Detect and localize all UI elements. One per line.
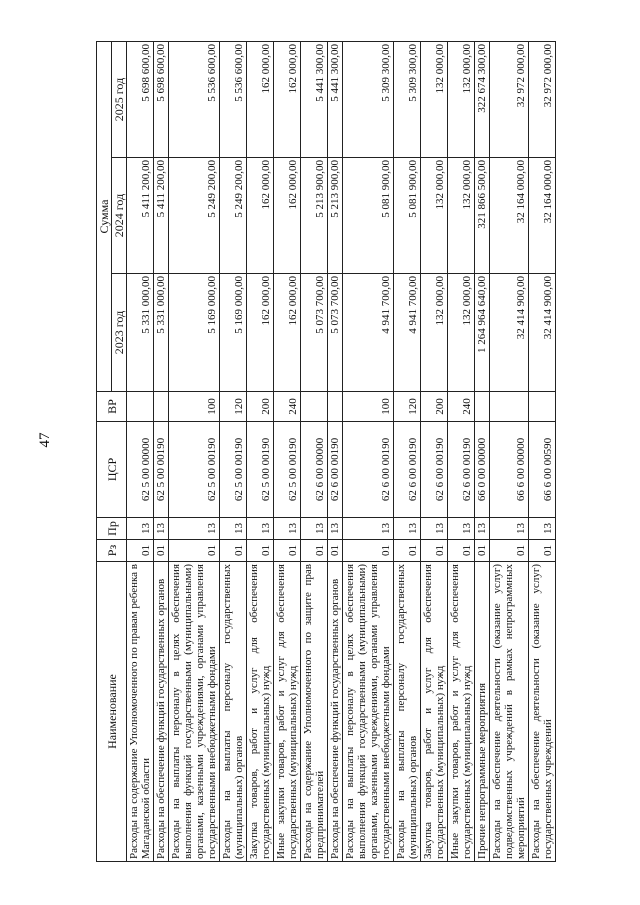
row-2024: 5 213 900,00 — [301, 158, 328, 274]
row-rz: 01 — [169, 540, 220, 562]
table-row — [475, 41, 490, 861]
row-2023: 5 169 000,00 — [169, 274, 220, 392]
row-name: Расходы на выплаты персоналу в целях обеспечения выполнения функций государственными (муниципальными) органами, казенными учреждениями, органами управления государственными внебюджетными фондами — [169, 562, 220, 862]
table-row — [328, 41, 343, 861]
row-2024: 5 411 200,00 — [154, 158, 169, 274]
row-2023: 1 264 964 640,00 — [475, 274, 490, 392]
row-2025: 132 000,00 — [421, 41, 448, 157]
row-2024: 5 081 900,00 — [394, 158, 421, 274]
row-pr: 13 — [529, 518, 556, 540]
row-vr: 240 — [448, 392, 475, 422]
row-2023: 132 000,00 — [448, 274, 475, 392]
header-row-1 — [97, 41, 112, 861]
row-2023: 5 331 000,00 — [154, 274, 169, 392]
table-body — [127, 41, 556, 861]
table-row — [301, 41, 328, 861]
row-rz: 01 — [394, 540, 421, 562]
row-name: Расходы на обеспечение функций государственных органов — [154, 562, 169, 862]
table-row — [274, 41, 301, 861]
row-vr: 240 — [274, 392, 301, 422]
row-vr — [490, 392, 529, 422]
row-2024: 132 000,00 — [448, 158, 475, 274]
row-rz: 01 — [529, 540, 556, 562]
row-rz: 01 — [421, 540, 448, 562]
row-2025: 5 698 600,00 — [127, 41, 154, 157]
row-csr: 62 6 00 00190 — [394, 422, 421, 518]
table-row — [394, 41, 421, 861]
row-csr: 62 5 00 00190 — [274, 422, 301, 518]
row-csr: 66 0 00 00000 — [475, 422, 490, 518]
row-2025: 322 674 300,00 — [475, 41, 490, 157]
row-2024: 32 164 000,00 — [529, 158, 556, 274]
row-pr: 13 — [127, 518, 154, 540]
row-csr: 62 5 00 00190 — [169, 422, 220, 518]
row-csr: 62 6 00 00190 — [448, 422, 475, 518]
row-csr: 66 6 00 00590 — [529, 422, 556, 518]
row-2024: 321 866 500,00 — [475, 158, 490, 274]
row-vr: 200 — [421, 392, 448, 422]
row-vr — [127, 392, 154, 422]
row-2025: 5 441 300,00 — [301, 41, 328, 157]
rotated-table-container — [96, 42, 554, 862]
row-name: Расходы на выплаты персоналу государственных (муниципальных) органов — [220, 562, 247, 862]
row-vr — [301, 392, 328, 422]
row-rz: 01 — [127, 540, 154, 562]
row-vr — [328, 392, 343, 422]
row-csr: 62 5 00 00190 — [154, 422, 169, 518]
row-name: Расходы на обеспечение деятельности (оказание услуг) подведомственных учреждений в рамках непрограммных мероприятий — [490, 562, 529, 862]
row-name: Иные закупки товаров, работ и услуг для обеспечения государственных (муниципальных) нужд — [274, 562, 301, 862]
row-2024: 5 213 900,00 — [328, 158, 343, 274]
row-name: Расходы на обеспечение деятельности (оказание услуг) государственных учреждений — [529, 562, 556, 862]
table-row — [490, 41, 529, 861]
row-rz: 01 — [301, 540, 328, 562]
table-row — [448, 41, 475, 861]
row-2025: 32 972 000,00 — [529, 41, 556, 157]
row-2024: 5 081 900,00 — [343, 158, 394, 274]
row-vr — [154, 392, 169, 422]
header-rz: Рз — [97, 540, 127, 562]
header-csr: ЦСР — [97, 422, 127, 518]
row-pr: 13 — [169, 518, 220, 540]
row-2023: 4 941 700,00 — [343, 274, 394, 392]
table-row — [220, 41, 247, 861]
row-2023: 4 941 700,00 — [394, 274, 421, 392]
row-name: Расходы на содержание Уполномоченного по правам ребенка в Магаданской области — [127, 562, 154, 862]
row-vr — [529, 392, 556, 422]
row-rz: 01 — [343, 540, 394, 562]
row-csr: 62 5 00 00000 — [127, 422, 154, 518]
header-vr: ВР — [97, 392, 127, 422]
row-name: Расходы на обеспечение функций государственных органов — [328, 562, 343, 862]
row-2024: 162 000,00 — [274, 158, 301, 274]
row-rz: 01 — [154, 540, 169, 562]
row-rz: 01 — [328, 540, 343, 562]
row-2025: 162 000,00 — [274, 41, 301, 157]
row-2023: 5 169 000,00 — [220, 274, 247, 392]
row-csr: 66 6 00 00000 — [490, 422, 529, 518]
row-2025: 132 000,00 — [448, 41, 475, 157]
header-2025: 2025 год — [112, 41, 127, 157]
header-name: Наименование — [97, 562, 127, 862]
row-name: Расходы на выплаты персоналу государственных (муниципальных) органов — [394, 562, 421, 862]
row-pr: 13 — [154, 518, 169, 540]
row-pr: 13 — [274, 518, 301, 540]
row-2025: 5 536 600,00 — [169, 41, 220, 157]
page-number: 47 — [37, 432, 53, 448]
row-rz: 01 — [448, 540, 475, 562]
row-2025: 162 000,00 — [247, 41, 274, 157]
row-2025: 32 972 000,00 — [490, 41, 529, 157]
row-pr: 13 — [343, 518, 394, 540]
row-name: Иные закупки товаров, работ и услуг для обеспечения государственных (муниципальных) нужд — [448, 562, 475, 862]
table-row — [529, 41, 556, 861]
row-2024: 132 000,00 — [421, 158, 448, 274]
row-vr: 200 — [247, 392, 274, 422]
row-csr: 62 6 00 00190 — [421, 422, 448, 518]
row-2023: 162 000,00 — [247, 274, 274, 392]
header-sum: Сумма — [97, 41, 112, 391]
row-pr: 13 — [475, 518, 490, 540]
table-row — [154, 41, 169, 861]
table-row — [343, 41, 394, 861]
row-2023: 132 000,00 — [421, 274, 448, 392]
budget-table — [96, 41, 556, 862]
row-2023: 162 000,00 — [274, 274, 301, 392]
row-rz: 01 — [220, 540, 247, 562]
row-csr: 62 6 00 00000 — [301, 422, 328, 518]
row-csr: 62 5 00 00190 — [220, 422, 247, 518]
row-2023: 5 073 700,00 — [328, 274, 343, 392]
row-2024: 5 411 200,00 — [127, 158, 154, 274]
row-vr — [475, 392, 490, 422]
table-row — [127, 41, 154, 861]
row-name: Прочие непрограммные мероприятия — [475, 562, 490, 862]
table-row — [247, 41, 274, 861]
row-2023: 32 414 900,00 — [490, 274, 529, 392]
row-pr: 13 — [247, 518, 274, 540]
row-2025: 5 698 600,00 — [154, 41, 169, 157]
row-name: Закупка товаров, работ и услуг для обеспечения государственных (муниципальных) нужд — [421, 562, 448, 862]
row-vr: 120 — [394, 392, 421, 422]
row-rz: 01 — [475, 540, 490, 562]
row-pr: 13 — [301, 518, 328, 540]
row-pr: 13 — [394, 518, 421, 540]
row-2025: 5 536 600,00 — [220, 41, 247, 157]
row-2025: 5 309 300,00 — [343, 41, 394, 157]
row-pr: 13 — [490, 518, 529, 540]
row-csr: 62 6 00 00190 — [328, 422, 343, 518]
row-vr: 120 — [220, 392, 247, 422]
header-2023: 2023 год — [112, 274, 127, 392]
row-vr: 100 — [169, 392, 220, 422]
row-vr: 100 — [343, 392, 394, 422]
row-name: Расходы на содержание Уполномоченного по защите прав предпринимателей — [301, 562, 328, 862]
row-pr: 13 — [328, 518, 343, 540]
row-pr: 13 — [448, 518, 475, 540]
row-csr: 62 5 00 00190 — [247, 422, 274, 518]
row-2024: 5 249 200,00 — [220, 158, 247, 274]
row-rz: 01 — [490, 540, 529, 562]
row-2024: 32 164 000,00 — [490, 158, 529, 274]
row-2025: 5 441 300,00 — [328, 41, 343, 157]
row-2024: 5 249 200,00 — [169, 158, 220, 274]
table-row — [421, 41, 448, 861]
table-row — [169, 41, 220, 861]
row-2025: 5 309 300,00 — [394, 41, 421, 157]
row-pr: 13 — [220, 518, 247, 540]
row-rz: 01 — [274, 540, 301, 562]
row-name: Закупка товаров, работ и услуг для обеспечения государственных (муниципальных) нужд — [247, 562, 274, 862]
row-name: Расходы на выплаты персоналу в целях обеспечения выполнения функций государственными (муниципальными) органами, казенными учреждениями, органами управления государственными внебюджетными фондами — [343, 562, 394, 862]
row-pr: 13 — [421, 518, 448, 540]
row-rz: 01 — [247, 540, 274, 562]
header-pr: Пр — [97, 518, 127, 540]
header-2024: 2024 год — [112, 158, 127, 274]
row-csr: 62 6 00 00190 — [343, 422, 394, 518]
row-2023: 32 414 900,00 — [529, 274, 556, 392]
row-2023: 5 073 700,00 — [301, 274, 328, 392]
row-2024: 162 000,00 — [247, 158, 274, 274]
row-2023: 5 331 000,00 — [127, 274, 154, 392]
